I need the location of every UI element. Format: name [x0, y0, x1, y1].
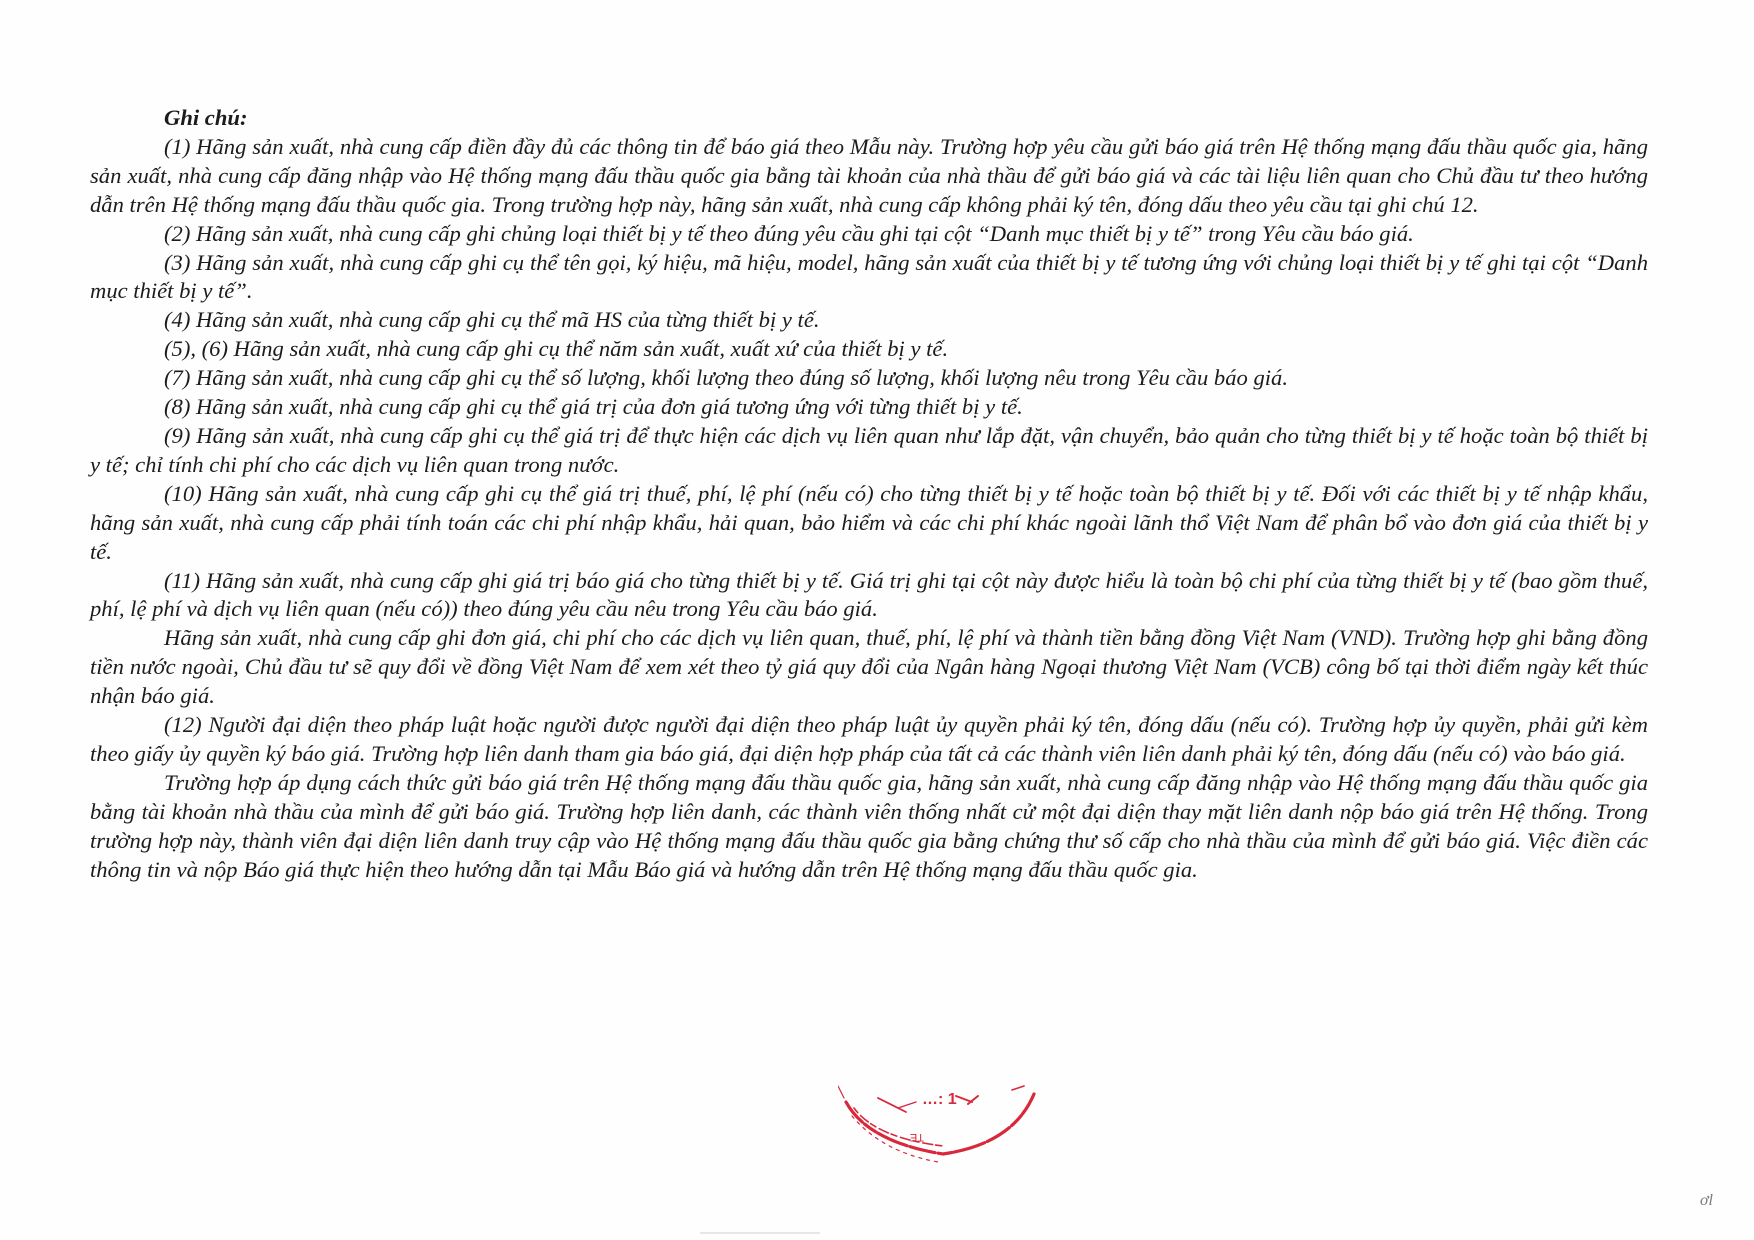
note-9: (9) Hãng sản xuất, nhà cung cấp ghi cụ thể giá trị để thực hiện các dịch vụ liên quan như lắp đặt, vận chuyển, bảo quản cho từng thiết bị y tế hoặc toàn bộ thiết bị y tế; chỉ tính chi phí cho các dịch vụ liên quan trong nước.	[90, 422, 1648, 477]
note-currency: Hãng sản xuất, nhà cung cấp ghi đơn giá, chi phí cho các dịch vụ liên quan, thuế, phí, lệ phí và thành tiền bằng đồng Việt Nam (VND). Trường hợp ghi bằng đồng tiền nước ngoài, Chủ đầu tư sẽ quy đổi về đồng Việt Nam để xem xét theo tỷ giá quy đổi của Ngân hàng Ngoại thương Việt Nam (VCB) công bố tại thời điểm ngày kết thúc nhận báo giá.	[90, 625, 1648, 709]
note-11: (11) Hãng sản xuất, nhà cung cấp ghi giá trị báo giá cho từng thiết bị y tế. Giá trị ghi tại cột này được hiểu là toàn bộ chi phí của từng thiết bị y tế (bao gồm thuế, phí, lệ phí và dịch vụ liên quan (nếu có)) theo đúng yêu cầu nêu trong Yêu cầu báo giá.	[90, 567, 1648, 622]
note-4: (4) Hãng sản xuất, nhà cung cấp ghi cụ thể mã HS của từng thiết bị y tế.	[164, 307, 820, 333]
seal-partial-text-2: TE	[909, 1131, 924, 1143]
note-5-6: (5), (6) Hãng sản xuất, nhà cung cấp ghi cụ thể năm sản xuất, xuất xứ của thiết bị y tế.	[164, 336, 949, 362]
page-corner-mark: ơl	[1700, 1192, 1713, 1209]
seal-partial-text: …: 1	[922, 1091, 957, 1108]
note-7: (7) Hãng sản xuất, nhà cung cấp ghi cụ thể số lượng, khối lượng theo đúng số lượng, khối lượng nêu trong Yêu cầu báo giá.	[164, 365, 1288, 391]
bottom-scan-smudge	[700, 1232, 820, 1234]
note-3: (3) Hãng sản xuất, nhà cung cấp ghi cụ thể tên gọi, ký hiệu, mã hiệu, model, hãng sản xuất của thiết bị y tế tương ứng với chủng loại thiết bị y tế ghi tại cột “Danh mục thiết bị y tế”.	[90, 249, 1648, 304]
note-10: (10) Hãng sản xuất, nhà cung cấp ghi cụ thể giá trị thuế, phí, lệ phí (nếu có) cho từng thiết bị y tế hoặc toàn bộ thiết bị y tế. Đối với các thiết bị y tế nhập khẩu, hãng sản xuất, nhà cung cấp phải tính toán các chi phí nhập khẩu, hải quan, bảo hiểm và các chi phí khác ngoài lãnh thổ Việt Nam để phân bổ vào đơn giá của thiết bị y tế.	[90, 480, 1648, 564]
notes-section	[90, 104, 1648, 884]
notes-title: Ghi chú:	[164, 105, 248, 130]
note-1: (1) Hãng sản xuất, nhà cung cấp điền đầy đủ các thông tin để báo giá theo Mẫu này. Trường hợp yêu cầu gửi báo giá trên Hệ thống mạng đấu thầu quốc gia, hãng sản xuất, nhà cung cấp đăng nhập vào Hệ thống mạng đấu thầu quốc gia bằng tài khoản của nhà thầu để gửi báo giá và các tài liệu liên quan cho Chủ đầu tư theo hướng dẫn trên Hệ thống mạng đấu thầu quốc gia. Trong trường hợp này, hãng sản xuất, nhà cung cấp không phải ký tên, đóng dấu theo yêu cầu tại ghi chú 12.	[90, 133, 1648, 217]
note-online-submission: Trường hợp áp dụng cách thức gửi báo giá trên Hệ thống mạng đấu thầu quốc gia, hãng sản xuất, nhà cung cấp đăng nhập vào Hệ thống mạng đấu thầu quốc gia bằng tài khoản nhà thầu của mình để gửi báo giá. Trường hợp liên danh, các thành viên thống nhất cử một đại diện thay mặt liên danh nộp báo giá trên Hệ thống. Trong trường hợp này, thành viên đại diện liên danh truy cập vào Hệ thống mạng đấu thầu quốc gia bằng chứng thư số cấp cho nhà thầu của mình để gửi báo giá. Việc điền các thông tin và nộp Báo giá thực hiện theo hướng dẫn tại Mẫu Báo giá và hướng dẫn trên Hệ thống mạng đấu thầu quốc gia.	[90, 769, 1648, 882]
note-2: (2) Hãng sản xuất, nhà cung cấp ghi chủng loại thiết bị y tế theo đúng yêu cầu ghi tại cột “Danh mục thiết bị y tế” trong Yêu cầu báo giá.	[164, 220, 1414, 246]
red-seal-stamp	[838, 1082, 1048, 1192]
note-8: (8) Hãng sản xuất, nhà cung cấp ghi cụ thể giá trị của đơn giá tương ứng với từng thiết bị y tế.	[164, 394, 1023, 420]
note-12: (12) Người đại diện theo pháp luật hoặc người được người đại diện theo pháp luật ủy quyền phải ký tên, đóng dấu (nếu có). Trường hợp ủy quyền, phải gửi kèm theo giấy ủy quyền ký báo giá. Trường hợp liên danh tham gia báo giá, đại diện hợp pháp của tất cả các thành viên liên danh phải ký tên, đóng dấu (nếu có) vào báo giá.	[90, 712, 1648, 766]
